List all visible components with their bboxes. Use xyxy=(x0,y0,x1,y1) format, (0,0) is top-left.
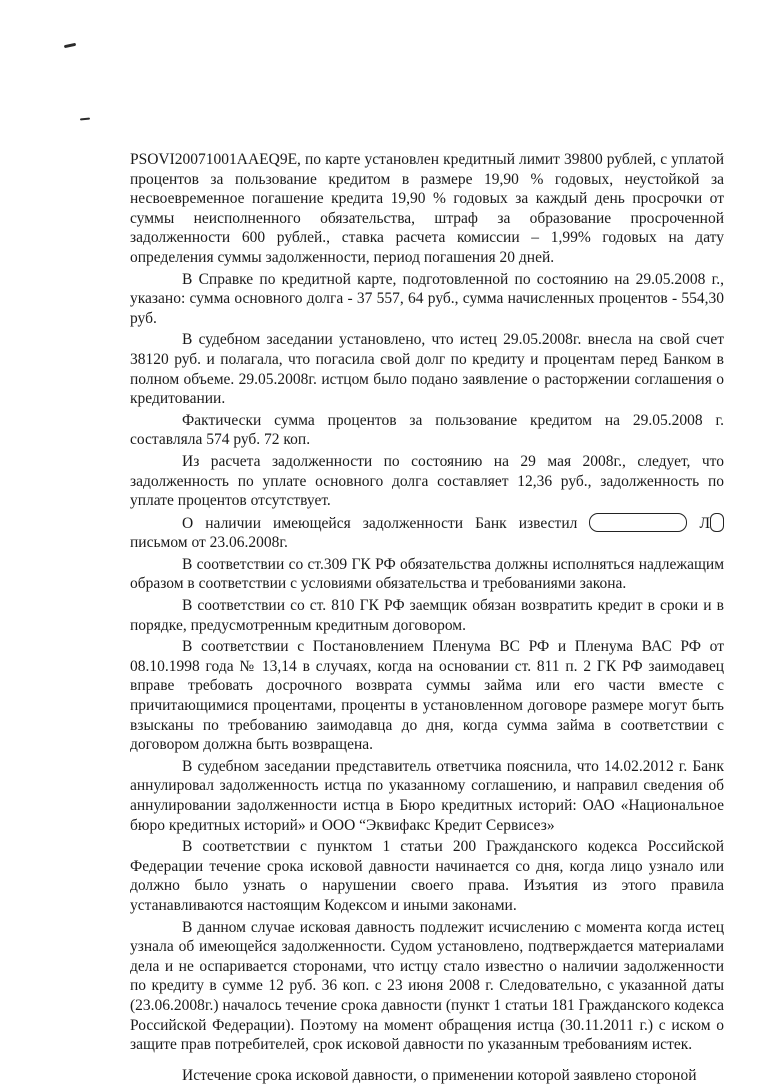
paragraph-text: О наличии имеющейся задолженности Банк известил xyxy=(182,514,578,532)
paragraph-clipped: Истечение срока исковой давности, о применении которой заявлено стороной xyxy=(182,1067,697,1084)
paragraph: Фактически сумма процентов за пользование кредитом на 29.05.2008 г. составляла 574 руб. 72 коп. xyxy=(130,411,724,449)
paragraph: В Справке по кредитной карте, подготовленной по состоянию на 29.05.2008 г., указано: сумма основного долга - 37 557, 64 руб., сумма начисленных процентов - 554,30 руб. xyxy=(130,270,724,327)
paragraph-text: Л xyxy=(699,514,711,532)
paragraph-text: письмом от 23.06.2008г. xyxy=(130,534,288,552)
document-body xyxy=(130,150,724,1055)
paragraph: В судебном заседании установлено, что истец 29.05.2008г. внесла на свой счет 38120 руб. и полагала, что погасила свой долг по кредиту и процентам перед Банком в полном объеме. 29.05.2008г. истцом было подано заявление о расторжении соглашения о кредитовании. xyxy=(130,331,724,408)
paragraph: В соответствии с Постановлением Пленума ВС РФ и Пленума ВАС РФ от 08.10.1998 года № 13,14 в случаях, когда на основании ст. 811 п. 2 ГК РФ заимодавец вправе требовать досрочного возврата суммы займа или его части вместе с причитающимися процентами, проценты в установленном договоре размере могут быть взысканы по требованию заимодавца до дня, когда сумма займа в соответствии с договором должна быть возвращена. xyxy=(130,638,724,754)
scan-mark xyxy=(80,117,90,120)
paragraph: В соответствии с пунктом 1 статьи 200 Гражданского кодекса Российской Федерации течение срока исковой давности начинается со дня, когда лицо узнало или должно было узнать о нарушении своего права. Изъятия из этого правила устанавливаются настоящим Кодексом и иными законами. xyxy=(130,838,724,914)
paragraph: PSOVI20071001AAEQ9E, по карте установлен кредитный лимит 39800 рублей, с уплатой процентов за пользование кредитом в размере 19,90 % годовых, неустойкой за несвоевременное погашение кредита 19,90 % годовых за каждый день просрочки от суммы неисполненного обязательства, штраф за образование просроченной задолженности 600 рублей., ставка расчета комиссии – 1,99% годовых на дату определения суммы задолженности, период погашения 20 дней. xyxy=(130,151,724,266)
redaction-box xyxy=(589,513,687,532)
redaction-box xyxy=(710,513,724,532)
scan-mark xyxy=(64,43,76,48)
paragraph-redacted xyxy=(130,513,724,553)
paragraph: В соответствии со ст. 810 ГК РФ заемщик обязан возвратить кредит в сроки и в порядке, предусмотренным кредитным договором. xyxy=(130,597,724,634)
paragraph: Из расчета задолженности по состоянию на 29 мая 2008г., следует, что задолженность по уплате основного долга составляет 12,36 руб., задолженность по уплате процентов отсутствует. xyxy=(130,452,724,510)
paragraph: В соответствии со ст.309 ГК РФ обязательства должны исполняться надлежащим образом в соответствии с условиями обязательства и требованиями закона. xyxy=(130,555,724,593)
paragraph: В судебном заседании представитель ответчика пояснила, что 14.02.2012 г. Банк аннулировал задолженность истца по указанному соглашению, и направил сведения об аннулировании задолженности истца в Бюро кредитных историй: ОАО «Национальное бюро кредитных историй» и ООО “Эквифакс Кредит Сервисез» xyxy=(130,757,724,834)
paragraph: В данном случае исковая давность подлежит исчислению с момента когда истец узнала об имеющейся задолженности. Судом установлено, подтверждается материалами дела и не оспаривается сторонами, что истцу стало известно о наличии задолженности по кредиту в сумме 12 руб. 36 коп. с 23 июня 2008 г. Следовательно, с указанной даты (23.06.2008г.) началось течение срока давности (пункт 1 статьи 181 Гражданского кодекса Российской Федерации). Поэтому на момент обращения истца (30.11.2011 г.) с иском о защите прав потребителей, срок исковой давности по указанным требованиям истек. xyxy=(130,918,724,1054)
